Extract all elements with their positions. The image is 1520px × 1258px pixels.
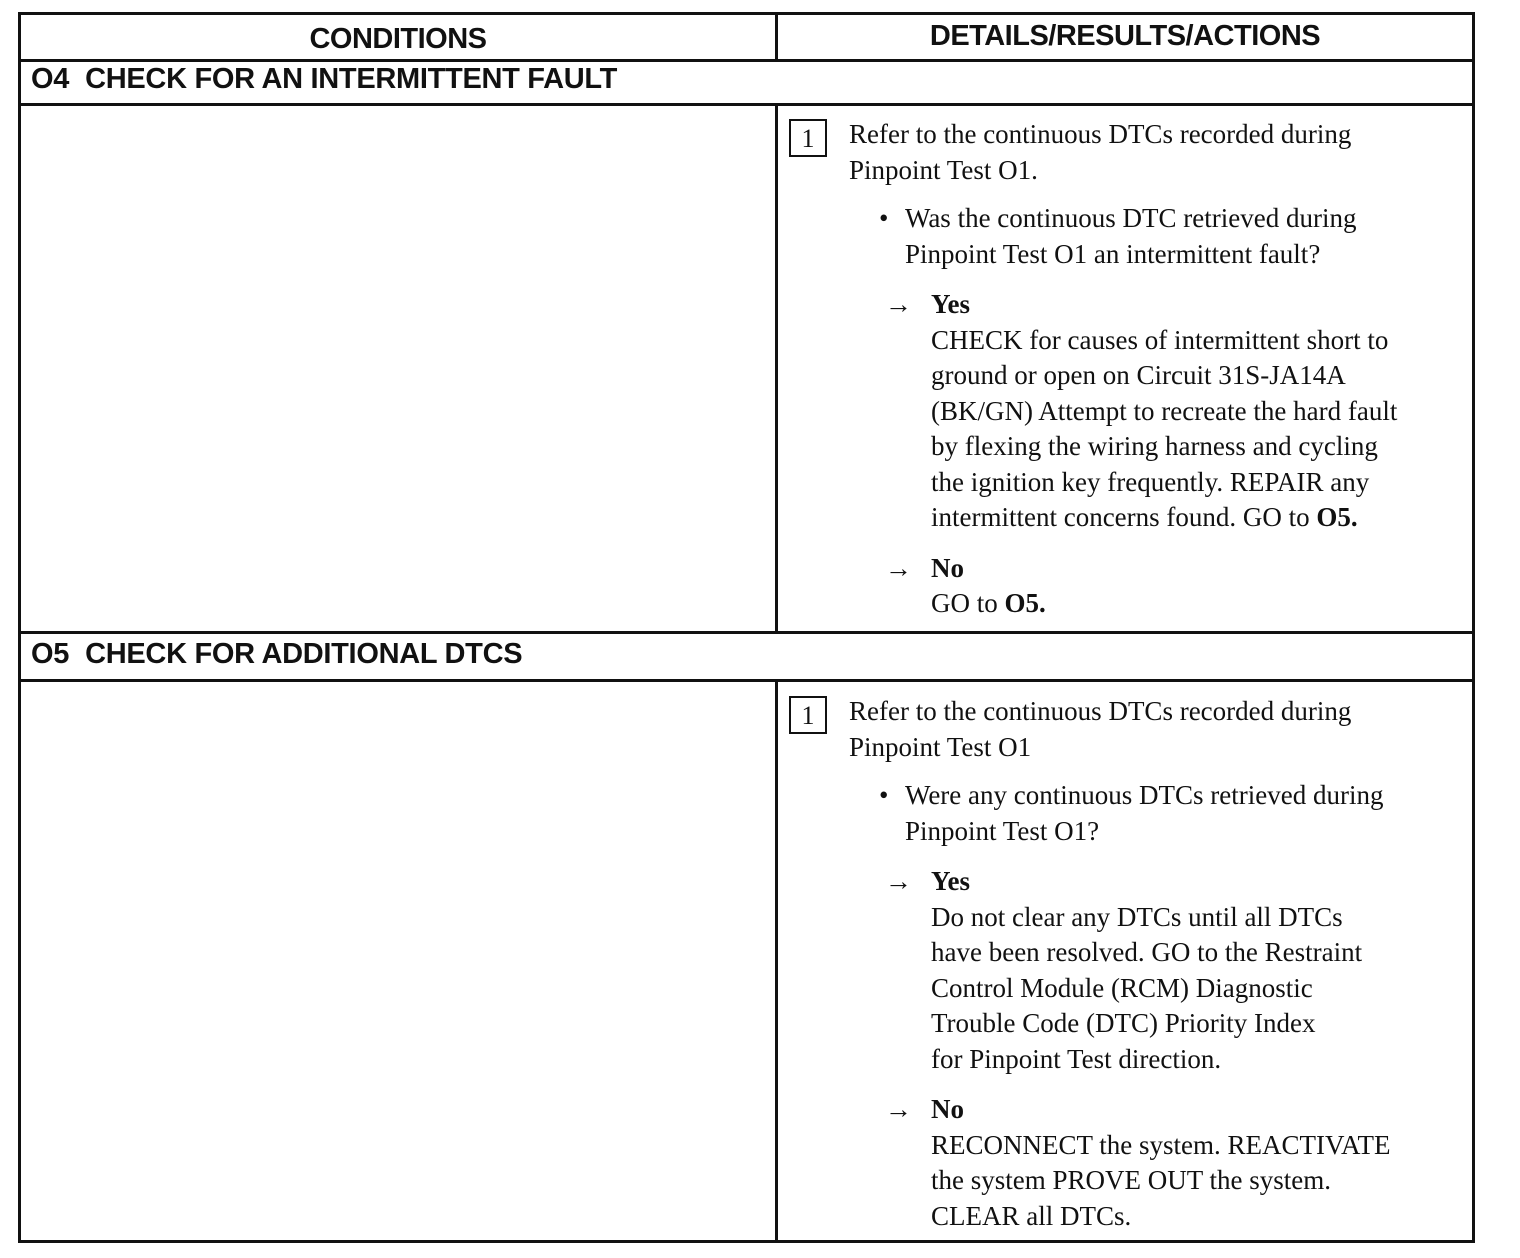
result-text-line: Control Module (RCM) Diagnostic — [931, 972, 1313, 1003]
no-result — [789, 551, 1474, 622]
question-item — [789, 201, 1474, 272]
question-text-line: Was the continuous DTC retrieved during — [905, 203, 1357, 233]
question-text-line: Were any continuous DTCs retrieved during — [905, 780, 1384, 810]
section-o5-details — [789, 694, 1474, 1234]
section-o5-title — [31, 631, 522, 677]
pinpoint-test-table — [18, 12, 1475, 1243]
section-title-text: CHECK FOR AN INTERMITTENT FAULT — [85, 63, 618, 95]
step-number-box: 1 — [789, 696, 827, 734]
conditions-header: CONDITIONS — [309, 23, 487, 55]
result-text-line — [931, 500, 1474, 536]
yes-label: Yes — [931, 289, 970, 319]
result-text-line: Do not clear any DTCs until all DTCs — [931, 901, 1343, 932]
yes-label: Yes — [931, 866, 970, 896]
result-text-span: intermittent concerns found. GO to — [931, 502, 1317, 532]
section-o4-details — [789, 117, 1474, 622]
question-text-line: Pinpoint Test O1? — [905, 815, 1100, 846]
section-title-text: CHECK FOR ADDITIONAL DTCS — [85, 638, 523, 670]
result-text-line: (BK/GN) Attempt to recreate the hard fault — [931, 395, 1398, 426]
question-item — [789, 778, 1474, 849]
bullet-icon: • — [879, 203, 889, 233]
o4-column-divider — [775, 103, 778, 631]
step-text-line: Refer to the continuous DTCs recorded during — [849, 696, 1352, 726]
result-text-span: GO to — [931, 588, 1005, 618]
section-number: O5 — [31, 638, 70, 670]
result-text-line: the system PROVE OUT the system. — [931, 1165, 1331, 1195]
bullet-icon: • — [879, 780, 889, 810]
arrow-right-icon: → — [885, 866, 912, 896]
result-text-line: RECONNECT the system. REACTIVATE — [931, 1129, 1391, 1160]
result-text-line: CLEAR all DTCs. — [931, 1200, 1132, 1231]
no-result — [789, 1092, 1474, 1234]
section-o5-divider — [21, 679, 1472, 682]
result-text-line: the ignition key frequently. REPAIR any — [931, 466, 1370, 497]
question-text-line: Pinpoint Test O1 an intermittent fault? — [905, 238, 1321, 269]
result-text-line: ground or open on Circuit 31S-JA14A — [931, 360, 1346, 390]
o5-column-divider — [775, 679, 778, 1240]
no-label: No — [931, 552, 964, 583]
step-item — [789, 117, 1474, 188]
step-text-line: Refer to the continuous DTCs recorded during — [849, 119, 1352, 149]
result-text-line: have been resolved. GO to the Restraint — [931, 937, 1363, 967]
step-text-line: Pinpoint Test O1. — [849, 154, 1038, 185]
section-o4-title — [31, 59, 617, 99]
arrow-right-icon: → — [885, 552, 912, 583]
arrow-right-icon: → — [885, 289, 912, 319]
yes-result — [789, 287, 1474, 536]
no-label: No — [931, 1094, 964, 1124]
yes-result — [789, 864, 1474, 1077]
goto-step-ref: O5. — [1004, 588, 1046, 618]
result-text-line: Trouble Code (DTC) Priority Index — [931, 1008, 1316, 1038]
section-o4-divider — [21, 103, 1472, 106]
details-header: DETAILS/RESULTS/ACTIONS — [929, 20, 1321, 52]
result-text-line — [931, 586, 1474, 622]
arrow-right-icon: → — [885, 1094, 912, 1124]
result-text-line: CHECK for causes of intermittent short to — [931, 324, 1389, 355]
section-number: O4 — [31, 63, 70, 95]
result-text-line: by flexing the wiring harness and cycling — [931, 431, 1378, 461]
result-text-line: for Pinpoint Test direction. — [931, 1043, 1222, 1074]
step-item — [789, 694, 1474, 765]
goto-step-ref: O5. — [1316, 502, 1358, 532]
step-number-box: 1 — [789, 119, 827, 157]
step-text-line: Pinpoint Test O1 — [849, 731, 1032, 762]
